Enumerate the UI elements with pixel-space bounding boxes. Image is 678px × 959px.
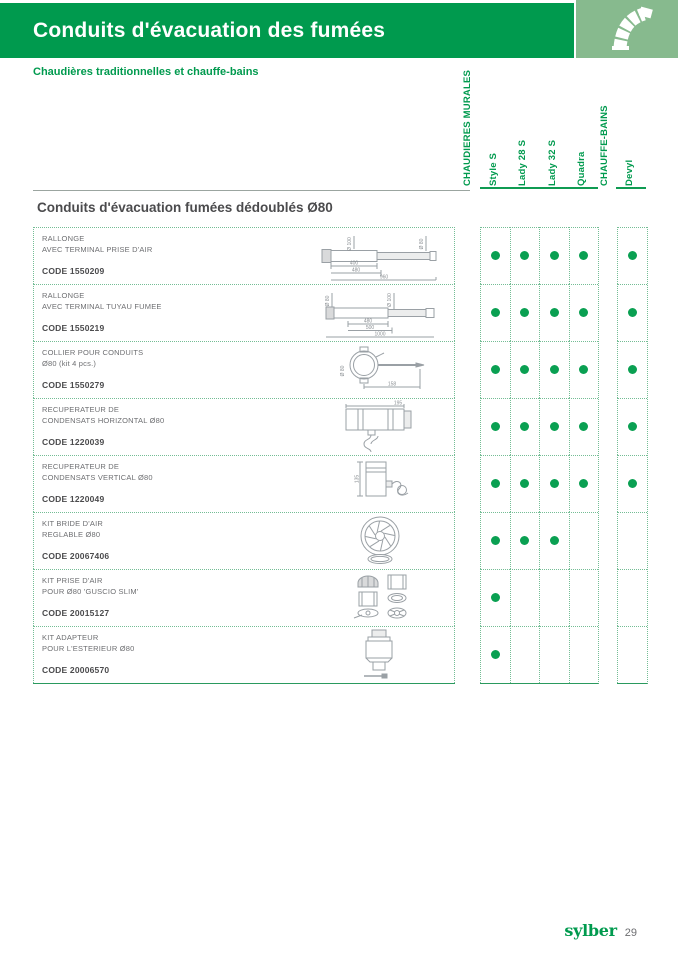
product-name: KIT PRISE D'AIR POUR Ø80 'GUSCIO SLIM' xyxy=(42,576,139,596)
svg-text:960: 960 xyxy=(379,274,389,281)
table-row-dots xyxy=(617,626,647,683)
table-row-dots xyxy=(617,284,647,341)
column-header-style-s: Style S xyxy=(488,152,499,186)
compat-cell xyxy=(510,284,540,341)
compat-dot xyxy=(550,308,559,317)
compat-dot xyxy=(579,422,588,431)
product-drawing-air_intake_kit xyxy=(302,571,452,625)
product-name: COLLIER POUR CONDUITS Ø80 (kit 4 pcs.) xyxy=(42,348,144,368)
product-name: RECUPERATEUR DE CONDENSATS VERTICAL Ø80 xyxy=(42,462,153,482)
svg-text:480: 480 xyxy=(363,318,373,325)
svg-text:135: 135 xyxy=(354,474,361,484)
column-header-devyl: Devyl xyxy=(624,159,635,186)
product-code: CODE 1220049 xyxy=(42,494,105,504)
table-row-dots xyxy=(480,284,598,341)
svg-text:Ø 80: Ø 80 xyxy=(419,238,425,250)
compat-cell xyxy=(480,569,510,626)
column-header-lady-32-s: Lady 32 S xyxy=(547,139,558,186)
compat-cell xyxy=(480,227,510,284)
compat-cell xyxy=(510,398,540,455)
table-row-dots xyxy=(617,398,647,455)
dots-grid-chauffe-bains xyxy=(617,227,648,684)
compat-cell xyxy=(569,227,599,284)
compat-cell xyxy=(569,398,599,455)
compat-dot xyxy=(628,251,637,260)
page-title: Conduits d'évacuation des fumées xyxy=(33,19,386,42)
compat-cell xyxy=(480,455,510,512)
svg-text:500: 500 xyxy=(365,325,375,331)
compat-dot xyxy=(550,422,559,431)
product-name: KIT ADAPTEUR POUR L'ESTERIEUR Ø80 xyxy=(42,633,135,653)
table-row-dots xyxy=(480,569,598,626)
compat-dot xyxy=(491,650,500,659)
svg-text:Ø 80: Ø 80 xyxy=(340,365,346,377)
svg-text:Ø 80: Ø 80 xyxy=(325,295,331,307)
product-code: CODE 20015127 xyxy=(42,608,110,618)
table-row xyxy=(33,284,455,341)
table-row xyxy=(33,341,455,398)
compat-cell xyxy=(617,569,647,626)
table-row xyxy=(33,626,455,683)
compat-cell xyxy=(617,455,647,512)
compat-cell xyxy=(539,227,569,284)
header-rule xyxy=(33,190,470,191)
product-drawing-condensate_h xyxy=(302,400,452,454)
compat-dot xyxy=(628,422,637,431)
compat-cell xyxy=(510,227,540,284)
svg-text:1000: 1000 xyxy=(374,331,386,338)
product-code: CODE 1550209 xyxy=(42,266,105,276)
column-header-lady-28-s: Lady 28 S xyxy=(517,139,528,186)
table-row xyxy=(33,227,455,284)
compat-cell xyxy=(480,341,510,398)
group-underline-chaudieres xyxy=(480,187,598,189)
product-drawing-air_flange xyxy=(302,514,452,568)
compat-cell xyxy=(539,626,569,683)
header-icon-tile xyxy=(576,0,678,58)
subtitle: Chaudières traditionnelles et chauffe-bains xyxy=(33,66,259,78)
table-row xyxy=(33,569,455,626)
compat-cell xyxy=(480,512,510,569)
column-header-chauffe-bains: CHAUFFE-BAINS xyxy=(599,105,610,186)
compat-cell xyxy=(569,284,599,341)
compat-dot xyxy=(491,479,500,488)
table-row-dots xyxy=(480,398,598,455)
product-drawing-condensate_v xyxy=(302,457,452,511)
compat-dot xyxy=(491,365,500,374)
compat-cell xyxy=(510,455,540,512)
compat-cell xyxy=(617,512,647,569)
svg-text:Ø 100: Ø 100 xyxy=(347,237,353,251)
compat-dot xyxy=(491,536,500,545)
section-title: Conduits d'évacuation fumées dédoublés Ø80 xyxy=(37,200,333,215)
compat-dot xyxy=(491,593,500,602)
compat-dot xyxy=(550,479,559,488)
compat-dot xyxy=(579,479,588,488)
compat-dot xyxy=(579,308,588,317)
compat-cell xyxy=(539,284,569,341)
column-header-quadra: Quadra xyxy=(576,151,587,186)
compat-cell xyxy=(569,512,599,569)
product-code: CODE 1550279 xyxy=(42,380,105,390)
compat-dot xyxy=(579,365,588,374)
compat-cell xyxy=(539,341,569,398)
table-row xyxy=(33,455,455,512)
compat-cell xyxy=(480,284,510,341)
compat-dot xyxy=(520,536,529,545)
table-row xyxy=(33,512,455,569)
compat-cell xyxy=(617,626,647,683)
table-row-dots xyxy=(480,341,598,398)
product-table xyxy=(33,227,648,684)
column-header-chaudieres-murales: CHAUDIERES MURALES xyxy=(462,69,473,186)
svg-text:480: 480 xyxy=(351,267,361,274)
compat-dot xyxy=(491,422,500,431)
table-row xyxy=(33,398,455,455)
compat-dot xyxy=(520,422,529,431)
sylber-logo: sylber xyxy=(564,921,617,940)
table-row-dots xyxy=(617,512,647,569)
footer xyxy=(564,921,637,940)
table-row-dots xyxy=(480,455,598,512)
compat-cell xyxy=(617,227,647,284)
compat-cell xyxy=(510,626,540,683)
compat-cell xyxy=(569,455,599,512)
compat-cell xyxy=(539,569,569,626)
table-row-dots xyxy=(480,512,598,569)
table-row-dots xyxy=(617,341,647,398)
compat-dot xyxy=(550,251,559,260)
compat-dot xyxy=(491,251,500,260)
compat-cell xyxy=(539,512,569,569)
svg-text:Ø 100: Ø 100 xyxy=(387,293,393,307)
compat-cell xyxy=(539,455,569,512)
compat-dot xyxy=(520,308,529,317)
compat-cell xyxy=(510,341,540,398)
compat-cell xyxy=(617,341,647,398)
compat-dot xyxy=(520,251,529,260)
compat-dot xyxy=(520,365,529,374)
table-row-dots xyxy=(480,227,598,284)
dots-grid-chaudieres xyxy=(480,227,599,684)
compat-cell xyxy=(569,569,599,626)
compat-cell xyxy=(510,512,540,569)
product-code: CODE 1220039 xyxy=(42,437,105,447)
product-drawing-collar xyxy=(302,343,452,397)
table-row-dots xyxy=(617,569,647,626)
product-rows xyxy=(33,227,455,684)
svg-text:195: 195 xyxy=(393,400,403,407)
header-bar xyxy=(0,3,574,58)
svg-text:158: 158 xyxy=(387,381,397,388)
duct-elbow-icon xyxy=(576,0,678,58)
compat-dot xyxy=(579,251,588,260)
compat-dot xyxy=(628,479,637,488)
group-underline-chauffe-bains xyxy=(616,187,646,189)
compat-cell xyxy=(617,398,647,455)
product-drawing-pipe_air xyxy=(302,229,452,283)
compat-cell xyxy=(569,626,599,683)
compat-dot xyxy=(550,365,559,374)
compat-dot xyxy=(628,365,637,374)
compat-cell xyxy=(617,284,647,341)
product-name: KIT BRIDE D'AIR REGLABLE Ø80 xyxy=(42,519,103,539)
product-name: RALLONGE AVEC TERMINAL TUYAU FUMEE xyxy=(42,291,162,311)
product-name: RALLONGE AVEC TERMINAL PRISE D'AIR xyxy=(42,234,153,254)
compat-cell xyxy=(569,341,599,398)
compat-cell xyxy=(480,626,510,683)
compat-cell xyxy=(480,398,510,455)
table-row-dots xyxy=(480,626,598,683)
product-drawing-pipe_smoke xyxy=(302,286,452,340)
compat-dot xyxy=(628,308,637,317)
table-row-dots xyxy=(617,455,647,512)
compat-dot xyxy=(491,308,500,317)
product-code: CODE 20006570 xyxy=(42,665,110,675)
product-name: RECUPERATEUR DE CONDENSATS HORIZONTAL Ø80 xyxy=(42,405,165,425)
compat-dot xyxy=(520,479,529,488)
svg-text:400: 400 xyxy=(349,260,359,267)
compat-dot xyxy=(550,536,559,545)
product-code: CODE 20067406 xyxy=(42,551,110,561)
table-row-dots xyxy=(617,227,647,284)
compat-cell xyxy=(539,398,569,455)
product-drawing-adapter_kit xyxy=(302,628,452,682)
page-number: 29 xyxy=(624,927,637,939)
product-code: CODE 1550219 xyxy=(42,323,105,333)
compat-cell xyxy=(510,569,540,626)
